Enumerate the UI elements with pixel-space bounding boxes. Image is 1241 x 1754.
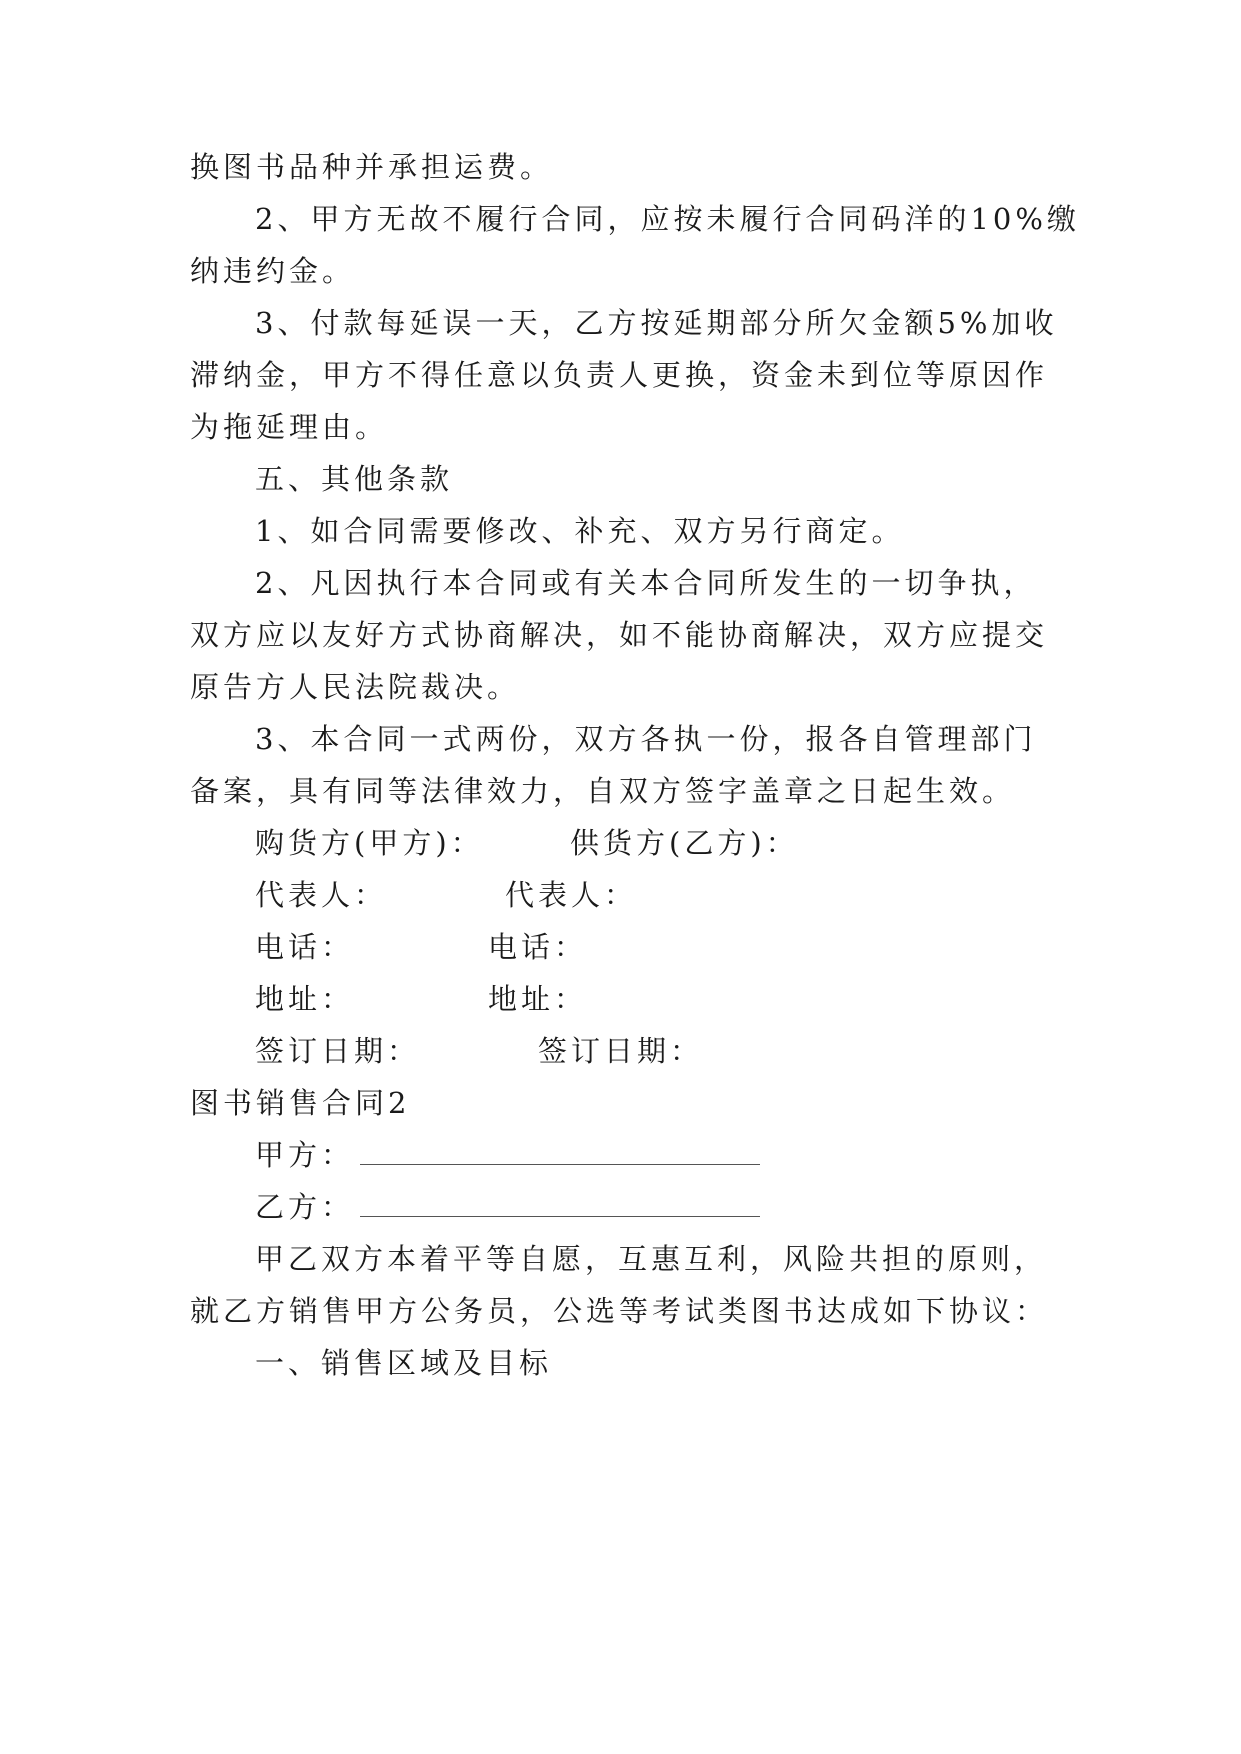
text-line: 3、付款每延误一天，乙方按延期部分所欠金额5%加收 — [255, 306, 1058, 340]
text-line: 甲乙双方本着平等自愿，互惠互利，风险共担的原则， — [255, 1242, 1048, 1276]
text-line: 2、凡因执行本合同或有关本合同所发生的一切争执， — [255, 566, 1037, 600]
seller-phone-label: 电话： — [488, 930, 588, 964]
text-line: 换图书品种并承担运费。 — [190, 150, 554, 184]
contract-title: 图书销售合同2 — [190, 1086, 411, 1120]
buyer-label: 购货方(甲方)： — [255, 826, 484, 860]
text-line: 1、如合同需要修改、补充、双方另行商定。 — [255, 514, 905, 548]
buyer-phone-label: 电话： — [255, 930, 355, 964]
seller-label: 供货方(乙方)： — [570, 826, 799, 860]
text-line: 原告方人民法院裁决。 — [190, 670, 521, 704]
text-line: 备案，具有同等法律效力，自双方签字盖章之日起生效。 — [190, 774, 1016, 808]
party-a-row — [255, 1133, 760, 1177]
text-line: 纳违约金。 — [190, 254, 356, 288]
party-b-blank — [360, 1186, 760, 1217]
text-line: 2、甲方无故不履行合同，应按未履行合同码洋的10%缴 — [255, 202, 1080, 236]
seller-date-label: 签订日期： — [538, 1034, 704, 1068]
buyer-address-label: 地址： — [255, 982, 355, 1016]
text-line: 为拖延理由。 — [190, 410, 389, 444]
seller-address-label: 地址： — [488, 982, 588, 1016]
party-a-blank — [360, 1134, 760, 1165]
party-b-label: 乙方： — [255, 1190, 355, 1224]
section-heading: 一、销售区域及目标 — [255, 1346, 553, 1380]
text-line: 3、本合同一式两份，双方各执一份，报各自管理部门 — [255, 722, 1037, 756]
section-heading: 五、其他条款 — [255, 462, 454, 496]
text-line: 就乙方销售甲方公务员，公选等考试类图书达成如下协议： — [190, 1294, 1049, 1328]
buyer-date-label: 签订日期： — [255, 1034, 421, 1068]
text-line: 滞纳金，甲方不得任意以负责人更换，资金未到位等原因作 — [190, 358, 1049, 392]
party-a-label: 甲方： — [255, 1138, 355, 1172]
party-b-row — [255, 1185, 760, 1229]
text-line: 双方应以友好方式协商解决，如不能协商解决，双方应提交 — [190, 618, 1049, 652]
seller-representative-label: 代表人： — [505, 878, 638, 912]
buyer-representative-label: 代表人： — [255, 878, 388, 912]
